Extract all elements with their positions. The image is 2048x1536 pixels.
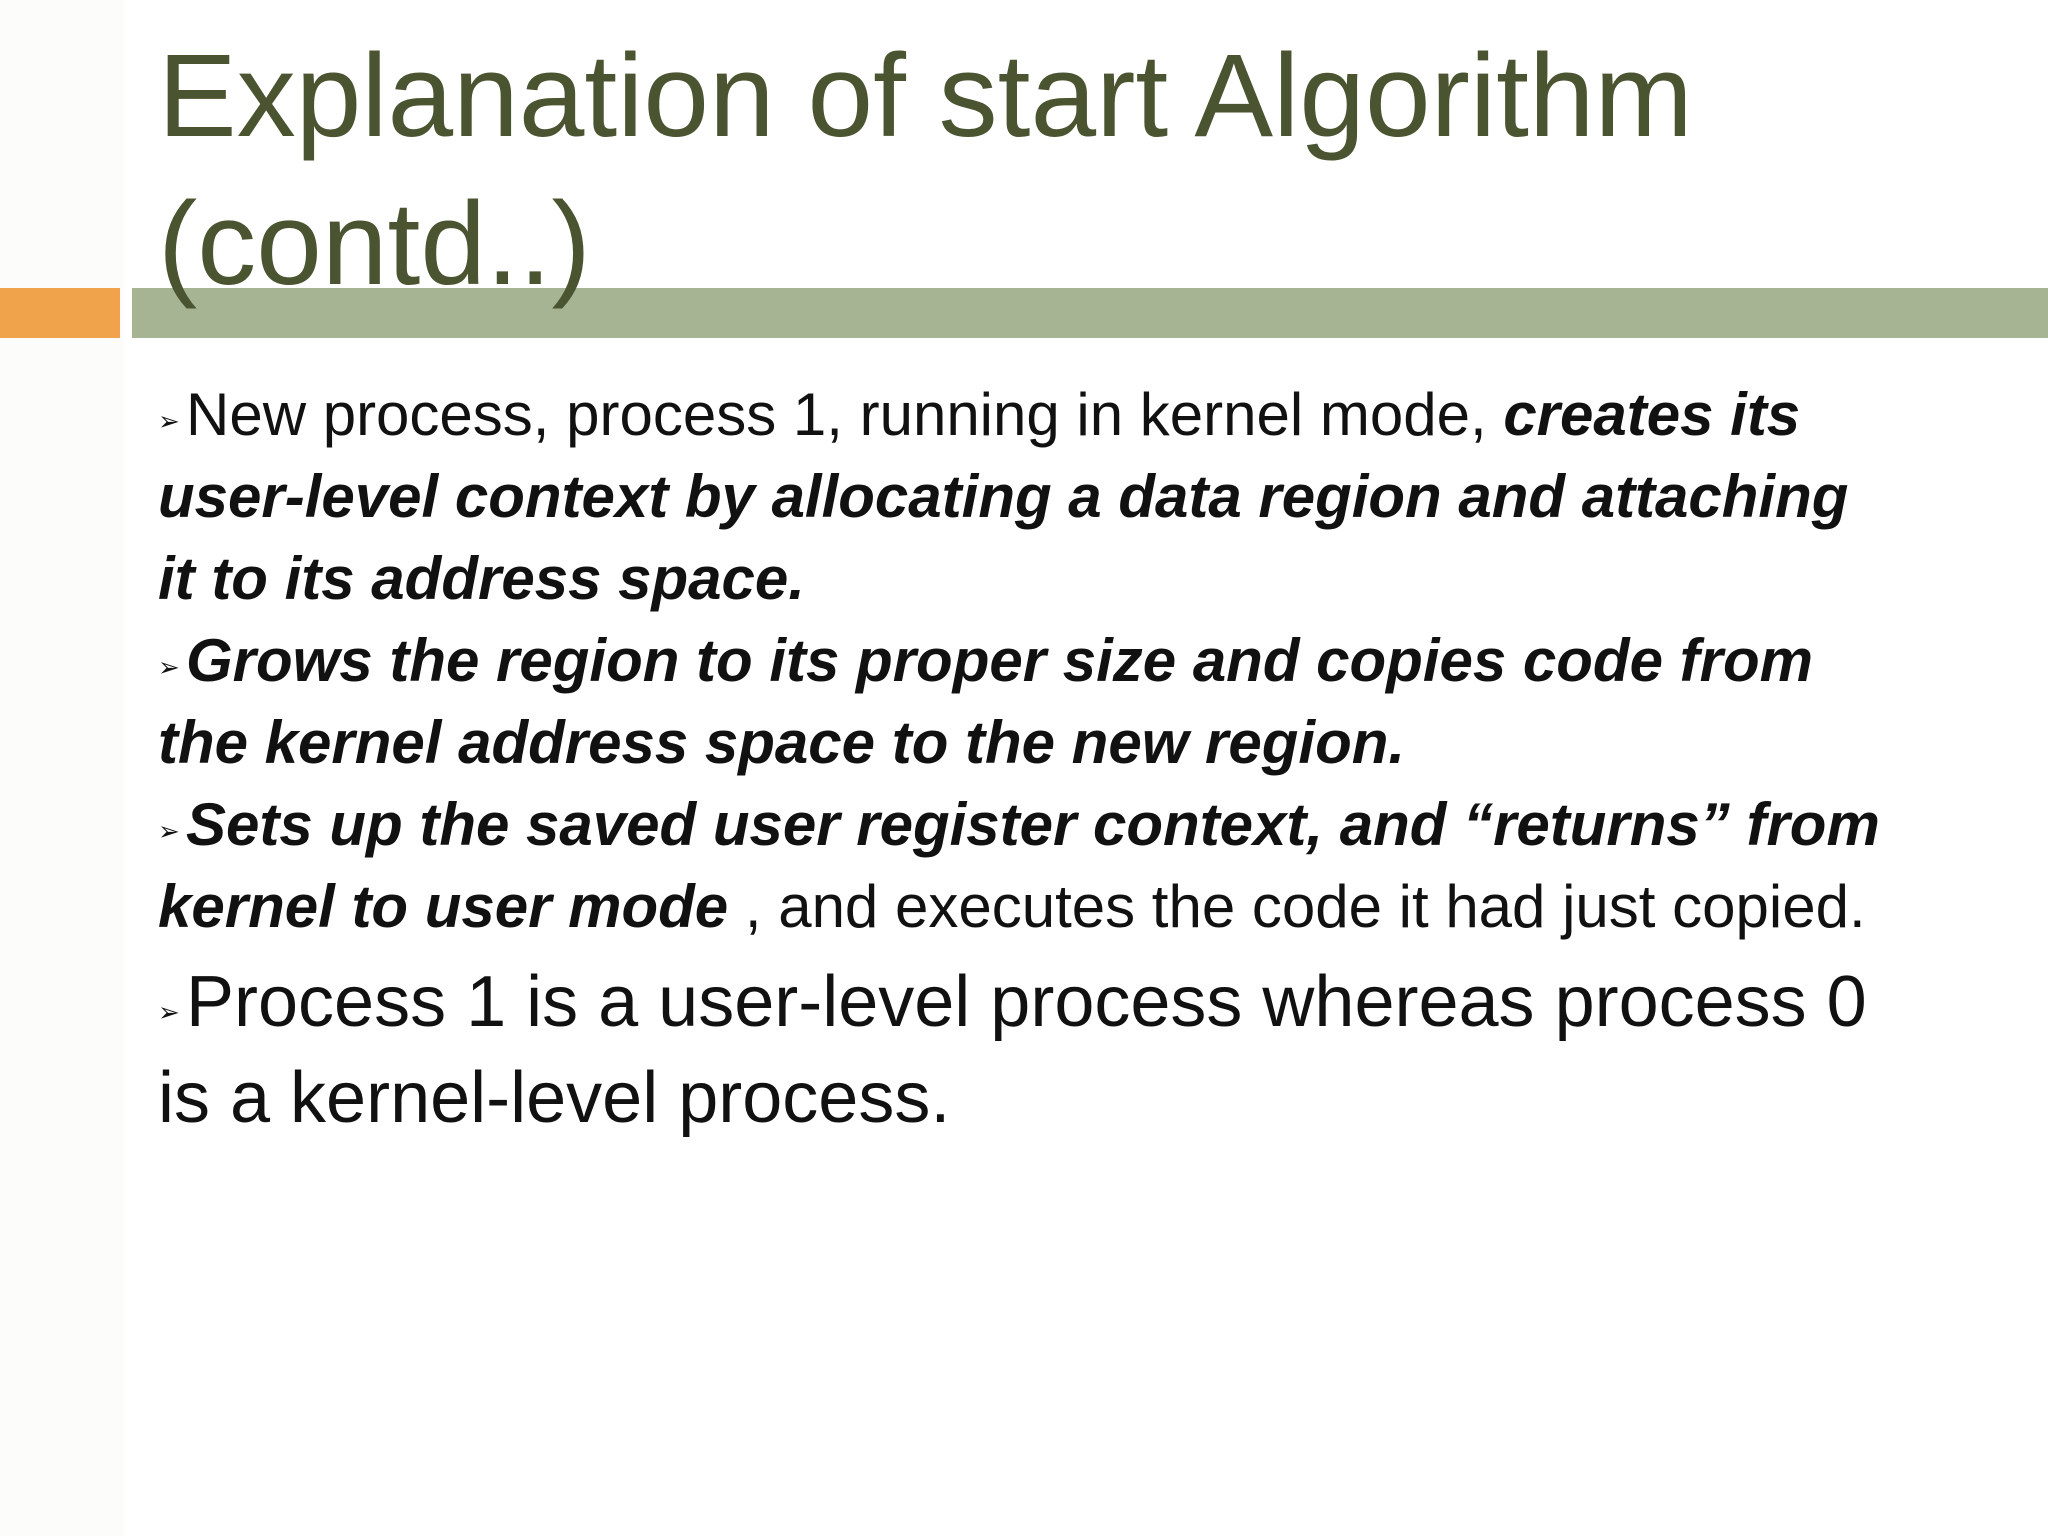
- arrowhead-bullet-icon: ➢: [158, 651, 180, 682]
- bullet-1-emphasis: creates its user-level context by allocating a data region and attaching it to its address space.: [158, 381, 1849, 612]
- arrowhead-bullet-icon: ➢: [158, 996, 180, 1027]
- slide-body: [158, 374, 1898, 1146]
- bullet-4-text: Process 1 is a user-level process whereas process 0 is a kernel-level process.: [158, 962, 1867, 1138]
- bullet-2-emphasis: Grows the region to its proper size and copies code from the kernel address space to the new region.: [158, 627, 1813, 776]
- left-margin-strip: [0, 0, 124, 1536]
- arrowhead-bullet-icon: ➢: [158, 405, 180, 436]
- arrowhead-bullet-icon: ➢: [158, 815, 180, 846]
- bullet-1-text: New process, process 1, running in kernel mode,: [186, 381, 1504, 448]
- bullet-item-4: [158, 954, 1898, 1146]
- title-accent-bar-orange: [0, 288, 120, 338]
- bullet-3-emphasis: Sets up the saved user register context, and “returns” from kernel to user mode: [158, 791, 1880, 940]
- slide-title: Explanation of start Algorithm (contd..): [158, 30, 1693, 310]
- bullet-item-2: [158, 620, 1898, 784]
- bullet-item-3: [158, 784, 1898, 948]
- bullet-item-1: [158, 374, 1898, 620]
- bullet-3-text: , and executes the code it had just copied.: [728, 873, 1866, 940]
